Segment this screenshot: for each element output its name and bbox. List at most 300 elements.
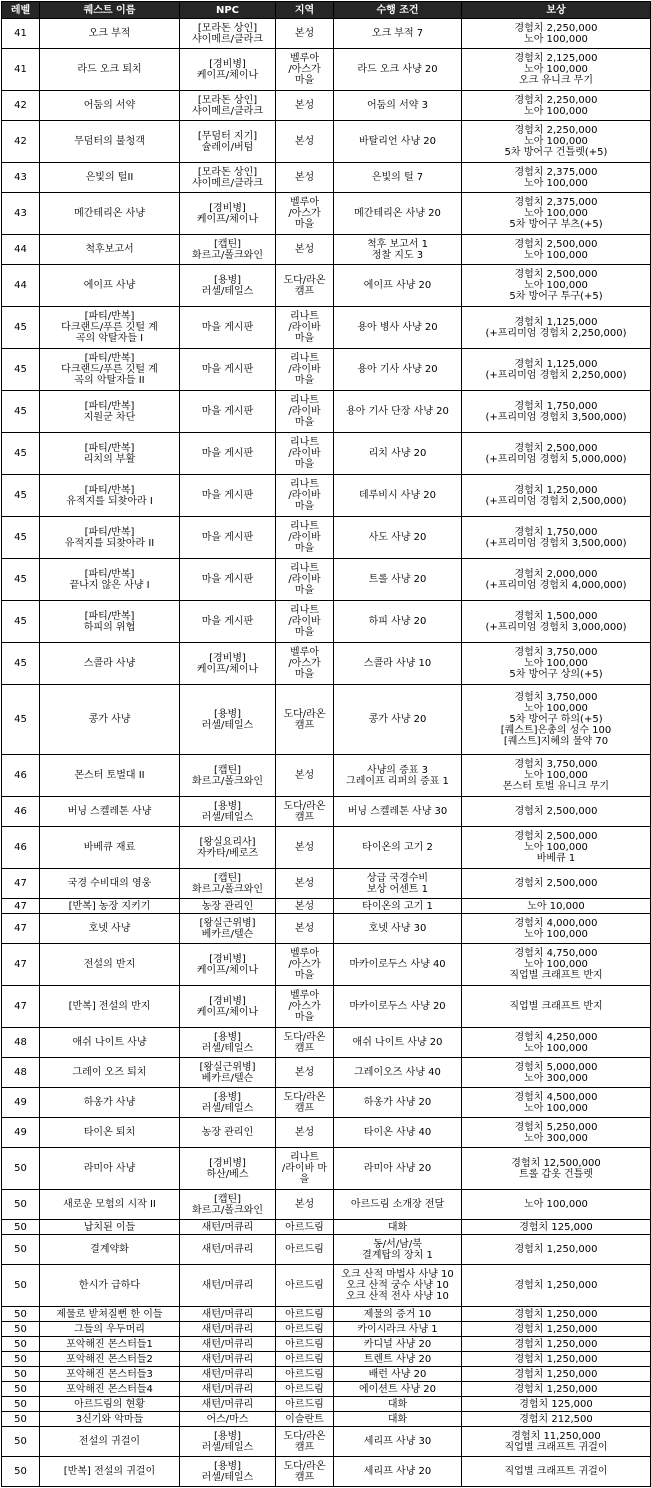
reward-cell: 경험치 2,000,000 (+프리미엄 경험치 4,000,000) (462, 559, 651, 601)
npc-cell: 마을 게시판 (180, 433, 276, 475)
npc-cell: [용병] 러셀/테일스 (180, 1028, 276, 1058)
area-cell: 리나트 /라이바 마을 (276, 433, 334, 475)
area-cell: 본성 (276, 1118, 334, 1148)
area-cell: 본성 (276, 827, 334, 869)
quest-name-cell: 애쉬 나이트 사냥 (40, 1028, 180, 1058)
area-cell: 도다/라온 캠프 (276, 1028, 334, 1058)
quest-name-cell: 무덤터의 불청객 (40, 121, 180, 163)
npc-cell: [모라돈 상인] 샤이메르/클라크 (180, 163, 276, 193)
reward-cell: 경험치 2,500,000 (462, 797, 651, 827)
quest-name-cell: 은빛의 털II (40, 163, 180, 193)
area-cell: 리나트 /라이바 마을 (276, 517, 334, 559)
npc-cell: [경비병] 케이프/체이나 (180, 193, 276, 235)
header-area: 지역 (276, 2, 334, 19)
level-cell: 50 (2, 1382, 40, 1397)
level-cell: 45 (2, 307, 40, 349)
table-row (2, 475, 651, 517)
npc-cell: 마을 게시판 (180, 391, 276, 433)
level-cell: 45 (2, 601, 40, 643)
quest-name-cell: 그들의 우두머리 (40, 1322, 180, 1337)
table-row (2, 349, 651, 391)
level-cell: 45 (2, 475, 40, 517)
reward-cell: 경험치 1,250,000 (462, 1322, 651, 1337)
condition-cell: 은빛의 털 7 (334, 163, 462, 193)
area-cell: 리나트 /라이바 마을 (276, 475, 334, 517)
table-row (2, 1352, 651, 1367)
npc-cell: 새턴/머큐리 (180, 1367, 276, 1382)
quest-name-cell: [파티/반복] 지원군 차단 (40, 391, 180, 433)
area-cell: 아르드림 (276, 1235, 334, 1265)
quest-name-cell: [파티/반복] 유적지를 되찾아라 II (40, 517, 180, 559)
condition-cell: 버닝 스켈레톤 사냥 30 (334, 797, 462, 827)
quest-name-cell: 새로운 모험의 시작 II (40, 1190, 180, 1220)
reward-cell: 직업별 크래프트 귀걸이 (462, 1457, 651, 1487)
table-row (2, 1427, 651, 1457)
reward-cell: 경험치 1,250,000 (462, 1307, 651, 1322)
level-cell: 45 (2, 559, 40, 601)
quest-name-cell: [파티/반복] 하피의 위협 (40, 601, 180, 643)
npc-cell: [모라돈 상인] 샤이메르/클라크 (180, 19, 276, 49)
quest-name-cell: 전설의 귀걸이 (40, 1427, 180, 1457)
quest-name-cell: 라드 오크 퇴치 (40, 49, 180, 91)
area-cell: 아르드림 (276, 1367, 334, 1382)
reward-cell: 경험치 1,750,000 (+프리미엄 경험치 3,500,000) (462, 517, 651, 559)
reward-cell: 경험치 1,250,000 (462, 1235, 651, 1265)
reward-cell: 경험치 1,250,000 (462, 1367, 651, 1382)
level-cell: 50 (2, 1235, 40, 1265)
level-cell: 50 (2, 1307, 40, 1322)
condition-cell: 타이온의 고기 2 (334, 827, 462, 869)
table-row (2, 827, 651, 869)
npc-cell: [경비병] 케이프/체이나 (180, 49, 276, 91)
level-cell: 47 (2, 869, 40, 899)
area-cell: 도다/라온 캠프 (276, 797, 334, 827)
area-cell: 본성 (276, 163, 334, 193)
quest-name-cell: [반복] 농장 지키기 (40, 899, 180, 914)
area-cell: 아르드림 (276, 1265, 334, 1307)
reward-cell: 경험치 1,250,000 (462, 1337, 651, 1352)
level-cell: 45 (2, 433, 40, 475)
reward-cell: 경험치 1,125,000 (+프리미엄 경험치 2,250,000) (462, 307, 651, 349)
level-cell: 47 (2, 986, 40, 1028)
area-cell: 본성 (276, 91, 334, 121)
area-cell: 아르드림 (276, 1337, 334, 1352)
quest-name-cell: 포악해진 몬스터들4 (40, 1382, 180, 1397)
condition-cell: 데루비시 사냥 20 (334, 475, 462, 517)
table-row (2, 19, 651, 49)
quest-name-cell: [파티/반복] 리치의 부활 (40, 433, 180, 475)
level-cell: 42 (2, 91, 40, 121)
reward-cell: 경험치 125,000 (462, 1220, 651, 1235)
reward-cell: 경험치 2,500,000 (462, 869, 651, 899)
reward-cell: 경험치 2,250,000 노아 100,000 (462, 91, 651, 121)
quest-name-cell: 척후보고서 (40, 235, 180, 265)
npc-cell: [왕실근위병] 베카르/텔슨 (180, 914, 276, 944)
quest-name-cell: 포악해진 몬스터들3 (40, 1367, 180, 1382)
level-cell: 48 (2, 1028, 40, 1058)
quest-name-cell: 결계약화 (40, 1235, 180, 1265)
condition-cell: 아르드림 소개장 전달 (334, 1190, 462, 1220)
condition-cell: 세리프 사냥 20 (334, 1457, 462, 1487)
quest-name-cell: 스콜라 사냥 (40, 643, 180, 685)
table-row (2, 944, 651, 986)
header-reward: 보상 (462, 2, 651, 19)
npc-cell: [용병] 러셀/테일스 (180, 1427, 276, 1457)
npc-cell: 마을 게시판 (180, 517, 276, 559)
npc-cell: [용병] 러셀/테일스 (180, 685, 276, 755)
quest-name-cell: 국경 수비대의 영웅 (40, 869, 180, 899)
reward-cell: 경험치 2,250,000 노아 100,000 (462, 19, 651, 49)
level-cell: 44 (2, 265, 40, 307)
reward-cell: 경험치 4,750,000 노아 100,000 직업별 크래프트 반지 (462, 944, 651, 986)
reward-cell: 경험치 4,500,000 노아 100,000 (462, 1088, 651, 1118)
table-row (2, 121, 651, 163)
level-cell: 45 (2, 391, 40, 433)
reward-cell: 경험치 2,375,000 노아 100,000 (462, 163, 651, 193)
condition-cell: 사도 사냥 20 (334, 517, 462, 559)
level-cell: 50 (2, 1352, 40, 1367)
table-row (2, 1265, 651, 1307)
condition-cell: 하옹가 사냥 20 (334, 1088, 462, 1118)
level-cell: 46 (2, 827, 40, 869)
table-row (2, 1235, 651, 1265)
header-condition: 수행 조건 (334, 2, 462, 19)
reward-cell: 경험치 2,125,000 노아 100,000 오크 유니크 무기 (462, 49, 651, 91)
table-row (2, 235, 651, 265)
reward-cell: 경험치 2,500,000 노아 100,000 5차 방어구 투구(+5) (462, 265, 651, 307)
header-row (2, 2, 651, 19)
table-row (2, 517, 651, 559)
reward-cell: 경험치 2,500,000 (+프리미엄 경험치 5,000,000) (462, 433, 651, 475)
reward-cell: 직업별 크래프트 반지 (462, 986, 651, 1028)
level-cell: 42 (2, 121, 40, 163)
quest-table-body (2, 19, 651, 1487)
npc-cell: [캡틴] 화르고/폴크와인 (180, 1190, 276, 1220)
reward-cell: 경험치 212,500 (462, 1412, 651, 1427)
area-cell: 벨루아 /아스가 마을 (276, 986, 334, 1028)
quest-name-cell: [파티/반복] 다크랜드/푸른 깃털 계 곡의 악탈자들 I (40, 307, 180, 349)
area-cell: 본성 (276, 914, 334, 944)
area-cell: 아르드림 (276, 1307, 334, 1322)
table-row (2, 559, 651, 601)
area-cell: 리나트 /라이바 마을 (276, 349, 334, 391)
area-cell: 벨루아 /아스가 마을 (276, 49, 334, 91)
level-cell: 50 (2, 1397, 40, 1412)
area-cell: 리나트 /라이바 마 을 (276, 1148, 334, 1190)
quest-name-cell: 하옹가 사냥 (40, 1088, 180, 1118)
npc-cell: 마을 게시판 (180, 307, 276, 349)
area-cell: 아르드림 (276, 1397, 334, 1412)
header-npc: NPC (180, 2, 276, 19)
table-row (2, 307, 651, 349)
level-cell: 47 (2, 944, 40, 986)
area-cell: 벨루아 /아스가 마을 (276, 193, 334, 235)
npc-cell: [경비병] 케이프/체이나 (180, 643, 276, 685)
area-cell: 본성 (276, 19, 334, 49)
condition-cell: 사냥의 증표 3 그레이프 리퍼의 증표 1 (334, 755, 462, 797)
level-cell: 41 (2, 49, 40, 91)
condition-cell: 타이온의 고기 1 (334, 899, 462, 914)
npc-cell: 농장 관리인 (180, 1118, 276, 1148)
npc-cell: 새턴/머큐리 (180, 1235, 276, 1265)
quest-name-cell: 아르드림의 현황 (40, 1397, 180, 1412)
level-cell: 47 (2, 899, 40, 914)
area-cell: 도다/라온 캠프 (276, 1427, 334, 1457)
reward-cell: 경험치 4,250,000 노아 100,000 (462, 1028, 651, 1058)
condition-cell: 바탈리언 사냥 20 (334, 121, 462, 163)
table-row (2, 1307, 651, 1322)
condition-cell: 용아 기사 단장 사냥 20 (334, 391, 462, 433)
reward-cell: 노아 10,000 (462, 899, 651, 914)
table-row (2, 797, 651, 827)
quest-name-cell: [반복] 전설의 귀걸이 (40, 1457, 180, 1487)
npc-cell: 새턴/머큐리 (180, 1352, 276, 1367)
area-cell: 아르드림 (276, 1382, 334, 1397)
table-row (2, 1457, 651, 1487)
reward-cell: 경험치 3,750,000 노아 100,000 5차 방어구 하의(+5) [퀘스트]은총의 성수 100 [퀘스트]지혜의 물약 70 (462, 685, 651, 755)
area-cell: 본성 (276, 121, 334, 163)
area-cell: 리나트 /라이바 마을 (276, 559, 334, 601)
npc-cell: [캡틴] 화르고/폴크와인 (180, 755, 276, 797)
npc-cell: [용병] 러셀/테일스 (180, 1457, 276, 1487)
condition-cell: 어둠의 서약 3 (334, 91, 462, 121)
level-cell: 50 (2, 1265, 40, 1307)
quest-name-cell: 콩가 사냥 (40, 685, 180, 755)
table-row (2, 685, 651, 755)
quest-name-cell: 오크 부적 (40, 19, 180, 49)
level-cell: 41 (2, 19, 40, 49)
npc-cell: [용병] 러셀/테일스 (180, 265, 276, 307)
reward-cell: 경험치 1,250,000 (462, 1382, 651, 1397)
condition-cell: 동/서/남/북 결계탑의 장치 1 (334, 1235, 462, 1265)
level-cell: 50 (2, 1322, 40, 1337)
quest-name-cell: 납치된 이들 (40, 1220, 180, 1235)
condition-cell: 애쉬 나이트 사냥 20 (334, 1028, 462, 1058)
area-cell: 벨루아 /아스가 마을 (276, 643, 334, 685)
condition-cell: 대화 (334, 1412, 462, 1427)
quest-name-cell: 버닝 스켈레톤 사냥 (40, 797, 180, 827)
header-quest-name: 퀘스트 이름 (40, 2, 180, 19)
reward-cell: 경험치 2,500,000 노아 100,000 바베큐 1 (462, 827, 651, 869)
condition-cell: 대화 (334, 1397, 462, 1412)
npc-cell: [경비병] 케이프/체이나 (180, 986, 276, 1028)
npc-cell: 마을 게시판 (180, 475, 276, 517)
condition-cell: 오크 부적 7 (334, 19, 462, 49)
area-cell: 도다/라온 캠프 (276, 1457, 334, 1487)
level-cell: 43 (2, 193, 40, 235)
condition-cell: 대화 (334, 1220, 462, 1235)
table-row (2, 986, 651, 1028)
reward-cell: 경험치 1,250,000 (462, 1265, 651, 1307)
quest-name-cell: 라미아 사냥 (40, 1148, 180, 1190)
quest-name-cell: 포악해진 몬스터들1 (40, 1337, 180, 1352)
area-cell: 아르드림 (276, 1322, 334, 1337)
npc-cell: [모라돈 상인] 샤이메르/클라크 (180, 91, 276, 121)
quest-name-cell: 3신기와 악마들 (40, 1412, 180, 1427)
npc-cell: 새턴/머큐리 (180, 1382, 276, 1397)
quest-name-cell: [파티/반복] 끝나지 않은 사냥 I (40, 559, 180, 601)
table-row (2, 643, 651, 685)
npc-cell: [왕실요리사] 자카타/베로즈 (180, 827, 276, 869)
area-cell: 아르드림 (276, 1352, 334, 1367)
npc-cell: 새턴/머큐리 (180, 1220, 276, 1235)
level-cell: 46 (2, 755, 40, 797)
table-row (2, 163, 651, 193)
reward-cell: 경험치 1,750,000 (+프리미엄 경험치 3,500,000) (462, 391, 651, 433)
quest-name-cell: 바베큐 재료 (40, 827, 180, 869)
npc-cell: [왕실근위병] 베카르/텔슨 (180, 1058, 276, 1088)
table-row (2, 601, 651, 643)
table-row (2, 1337, 651, 1352)
condition-cell: 그레이오즈 사냥 40 (334, 1058, 462, 1088)
level-cell: 45 (2, 349, 40, 391)
condition-cell: 배런 사냥 20 (334, 1367, 462, 1382)
npc-cell: 새턴/머큐리 (180, 1307, 276, 1322)
area-cell: 리나트 /라이바 마을 (276, 601, 334, 643)
level-cell: 50 (2, 1457, 40, 1487)
area-cell: 리나트 /라이바 마을 (276, 391, 334, 433)
npc-cell: 어스/마스 (180, 1412, 276, 1427)
level-cell: 49 (2, 1088, 40, 1118)
table-row (2, 1088, 651, 1118)
level-cell: 49 (2, 1118, 40, 1148)
condition-cell: 카이시라크 사냥 1 (334, 1322, 462, 1337)
condition-cell: 카디널 사냥 20 (334, 1337, 462, 1352)
condition-cell: 용아 병사 사냥 20 (334, 307, 462, 349)
reward-cell: 경험치 1,250,000 (462, 1352, 651, 1367)
condition-cell: 마카이로두스 사냥 20 (334, 986, 462, 1028)
npc-cell: [용병] 러셀/테일스 (180, 1088, 276, 1118)
condition-cell: 라미아 사냥 20 (334, 1148, 462, 1190)
condition-cell: 하피 사냥 20 (334, 601, 462, 643)
reward-cell: 경험치 1,500,000 (+프리미엄 경험치 3,000,000) (462, 601, 651, 643)
npc-cell: [용병] 러셀/테일스 (180, 797, 276, 827)
reward-cell: 경험치 3,750,000 노아 100,000 5차 방어구 상의(+5) (462, 643, 651, 685)
area-cell: 본성 (276, 755, 334, 797)
table-row (2, 193, 651, 235)
level-cell: 43 (2, 163, 40, 193)
npc-cell: 새턴/머큐리 (180, 1397, 276, 1412)
table-row (2, 433, 651, 475)
table-row (2, 1028, 651, 1058)
level-cell: 50 (2, 1412, 40, 1427)
level-cell: 50 (2, 1190, 40, 1220)
area-cell: 도다/라온 캠프 (276, 1088, 334, 1118)
condition-cell: 제물의 증거 10 (334, 1307, 462, 1322)
table-row (2, 1190, 651, 1220)
npc-cell: 새턴/머큐리 (180, 1322, 276, 1337)
area-cell: 도다/라온 캠프 (276, 685, 334, 755)
header-level: 레벨 (2, 2, 40, 19)
table-row (2, 869, 651, 899)
area-cell: 벨루아 /아스가 마을 (276, 944, 334, 986)
npc-cell: 마을 게시판 (180, 601, 276, 643)
condition-cell: 오크 산적 마법사 사냥 10 오크 산적 궁수 사냥 10 오크 산적 전사 사냥 10 (334, 1265, 462, 1307)
level-cell: 50 (2, 1427, 40, 1457)
condition-cell: 트롤 사냥 20 (334, 559, 462, 601)
npc-cell: 농장 관리인 (180, 899, 276, 914)
level-cell: 48 (2, 1058, 40, 1088)
table-row (2, 1412, 651, 1427)
table-row (2, 899, 651, 914)
reward-cell: 경험치 11,250,000 직업별 크래프트 귀걸이 (462, 1427, 651, 1457)
table-row (2, 391, 651, 433)
reward-cell: 경험치 1,125,000 (+프리미엄 경험치 2,250,000) (462, 349, 651, 391)
reward-cell: 경험치 5,000,000 노아 300,000 (462, 1058, 651, 1088)
area-cell: 본성 (276, 1190, 334, 1220)
level-cell: 50 (2, 1337, 40, 1352)
quest-name-cell: [파티/반복] 다크랜드/푸른 깃털 계 곡의 악탈자들 II (40, 349, 180, 391)
condition-cell: 에이프 사냥 20 (334, 265, 462, 307)
npc-cell: [캡틴] 화르고/폴크와인 (180, 869, 276, 899)
reward-cell: 노아 100,000 (462, 1190, 651, 1220)
condition-cell: 타이온 사냥 40 (334, 1118, 462, 1148)
level-cell: 50 (2, 1220, 40, 1235)
reward-cell: 경험치 2,500,000 노아 100,000 (462, 235, 651, 265)
quest-name-cell: 메간테리온 사냥 (40, 193, 180, 235)
npc-cell: [경비병] 케이프/체이나 (180, 944, 276, 986)
level-cell: 50 (2, 1148, 40, 1190)
condition-cell: 라드 오크 사냥 20 (334, 49, 462, 91)
table-row (2, 1148, 651, 1190)
quest-name-cell: [파티/반복] 유적지를 되찾아라 I (40, 475, 180, 517)
table-row (2, 265, 651, 307)
quest-name-cell: 에이프 사냥 (40, 265, 180, 307)
quest-name-cell: 한시가 급하다 (40, 1265, 180, 1307)
condition-cell: 마카이로두스 사냥 40 (334, 944, 462, 986)
reward-cell: 경험치 2,250,000 노아 100,000 5차 방어구 건틀렛(+5) (462, 121, 651, 163)
area-cell: 이슬란트 (276, 1412, 334, 1427)
area-cell: 본성 (276, 1058, 334, 1088)
area-cell: 본성 (276, 899, 334, 914)
reward-cell: 경험치 4,000,000 노아 100,000 (462, 914, 651, 944)
area-cell: 리나트 /라이바 마을 (276, 307, 334, 349)
level-cell: 47 (2, 914, 40, 944)
npc-cell: [경비병] 하산/베스 (180, 1148, 276, 1190)
quest-name-cell: 전설의 반지 (40, 944, 180, 986)
table-row (2, 1220, 651, 1235)
condition-cell: 스콜라 사냥 10 (334, 643, 462, 685)
condition-cell: 에이션트 사냥 20 (334, 1382, 462, 1397)
area-cell: 도다/라온 캠프 (276, 265, 334, 307)
table-row (2, 755, 651, 797)
quest-name-cell: 그레이 오즈 퇴치 (40, 1058, 180, 1088)
npc-cell: 마을 게시판 (180, 349, 276, 391)
table-row (2, 49, 651, 91)
npc-cell: [무덤터 지기] 슐레이/버텀 (180, 121, 276, 163)
quest-name-cell: 호넷 사냥 (40, 914, 180, 944)
condition-cell: 콩가 사냥 20 (334, 685, 462, 755)
level-cell: 45 (2, 517, 40, 559)
reward-cell: 경험치 5,250,000 노아 300,000 (462, 1118, 651, 1148)
quest-name-cell: 타이온 퇴치 (40, 1118, 180, 1148)
condition-cell: 리치 사냥 20 (334, 433, 462, 475)
npc-cell: 새턴/머큐리 (180, 1337, 276, 1352)
condition-cell: 용아 기사 사냥 20 (334, 349, 462, 391)
condition-cell: 상급 국경수비 보상 어센트 1 (334, 869, 462, 899)
condition-cell: 호넷 사냥 30 (334, 914, 462, 944)
table-row (2, 914, 651, 944)
npc-cell: 마을 게시판 (180, 559, 276, 601)
level-cell: 50 (2, 1367, 40, 1382)
quest-name-cell: 포악해진 몬스터들2 (40, 1352, 180, 1367)
level-cell: 45 (2, 685, 40, 755)
table-row (2, 1322, 651, 1337)
condition-cell: 척후 보고서 1 정찰 지도 3 (334, 235, 462, 265)
reward-cell: 경험치 1,250,000 (+프리미엄 경험치 2,500,000) (462, 475, 651, 517)
table-row (2, 1367, 651, 1382)
area-cell: 본성 (276, 235, 334, 265)
